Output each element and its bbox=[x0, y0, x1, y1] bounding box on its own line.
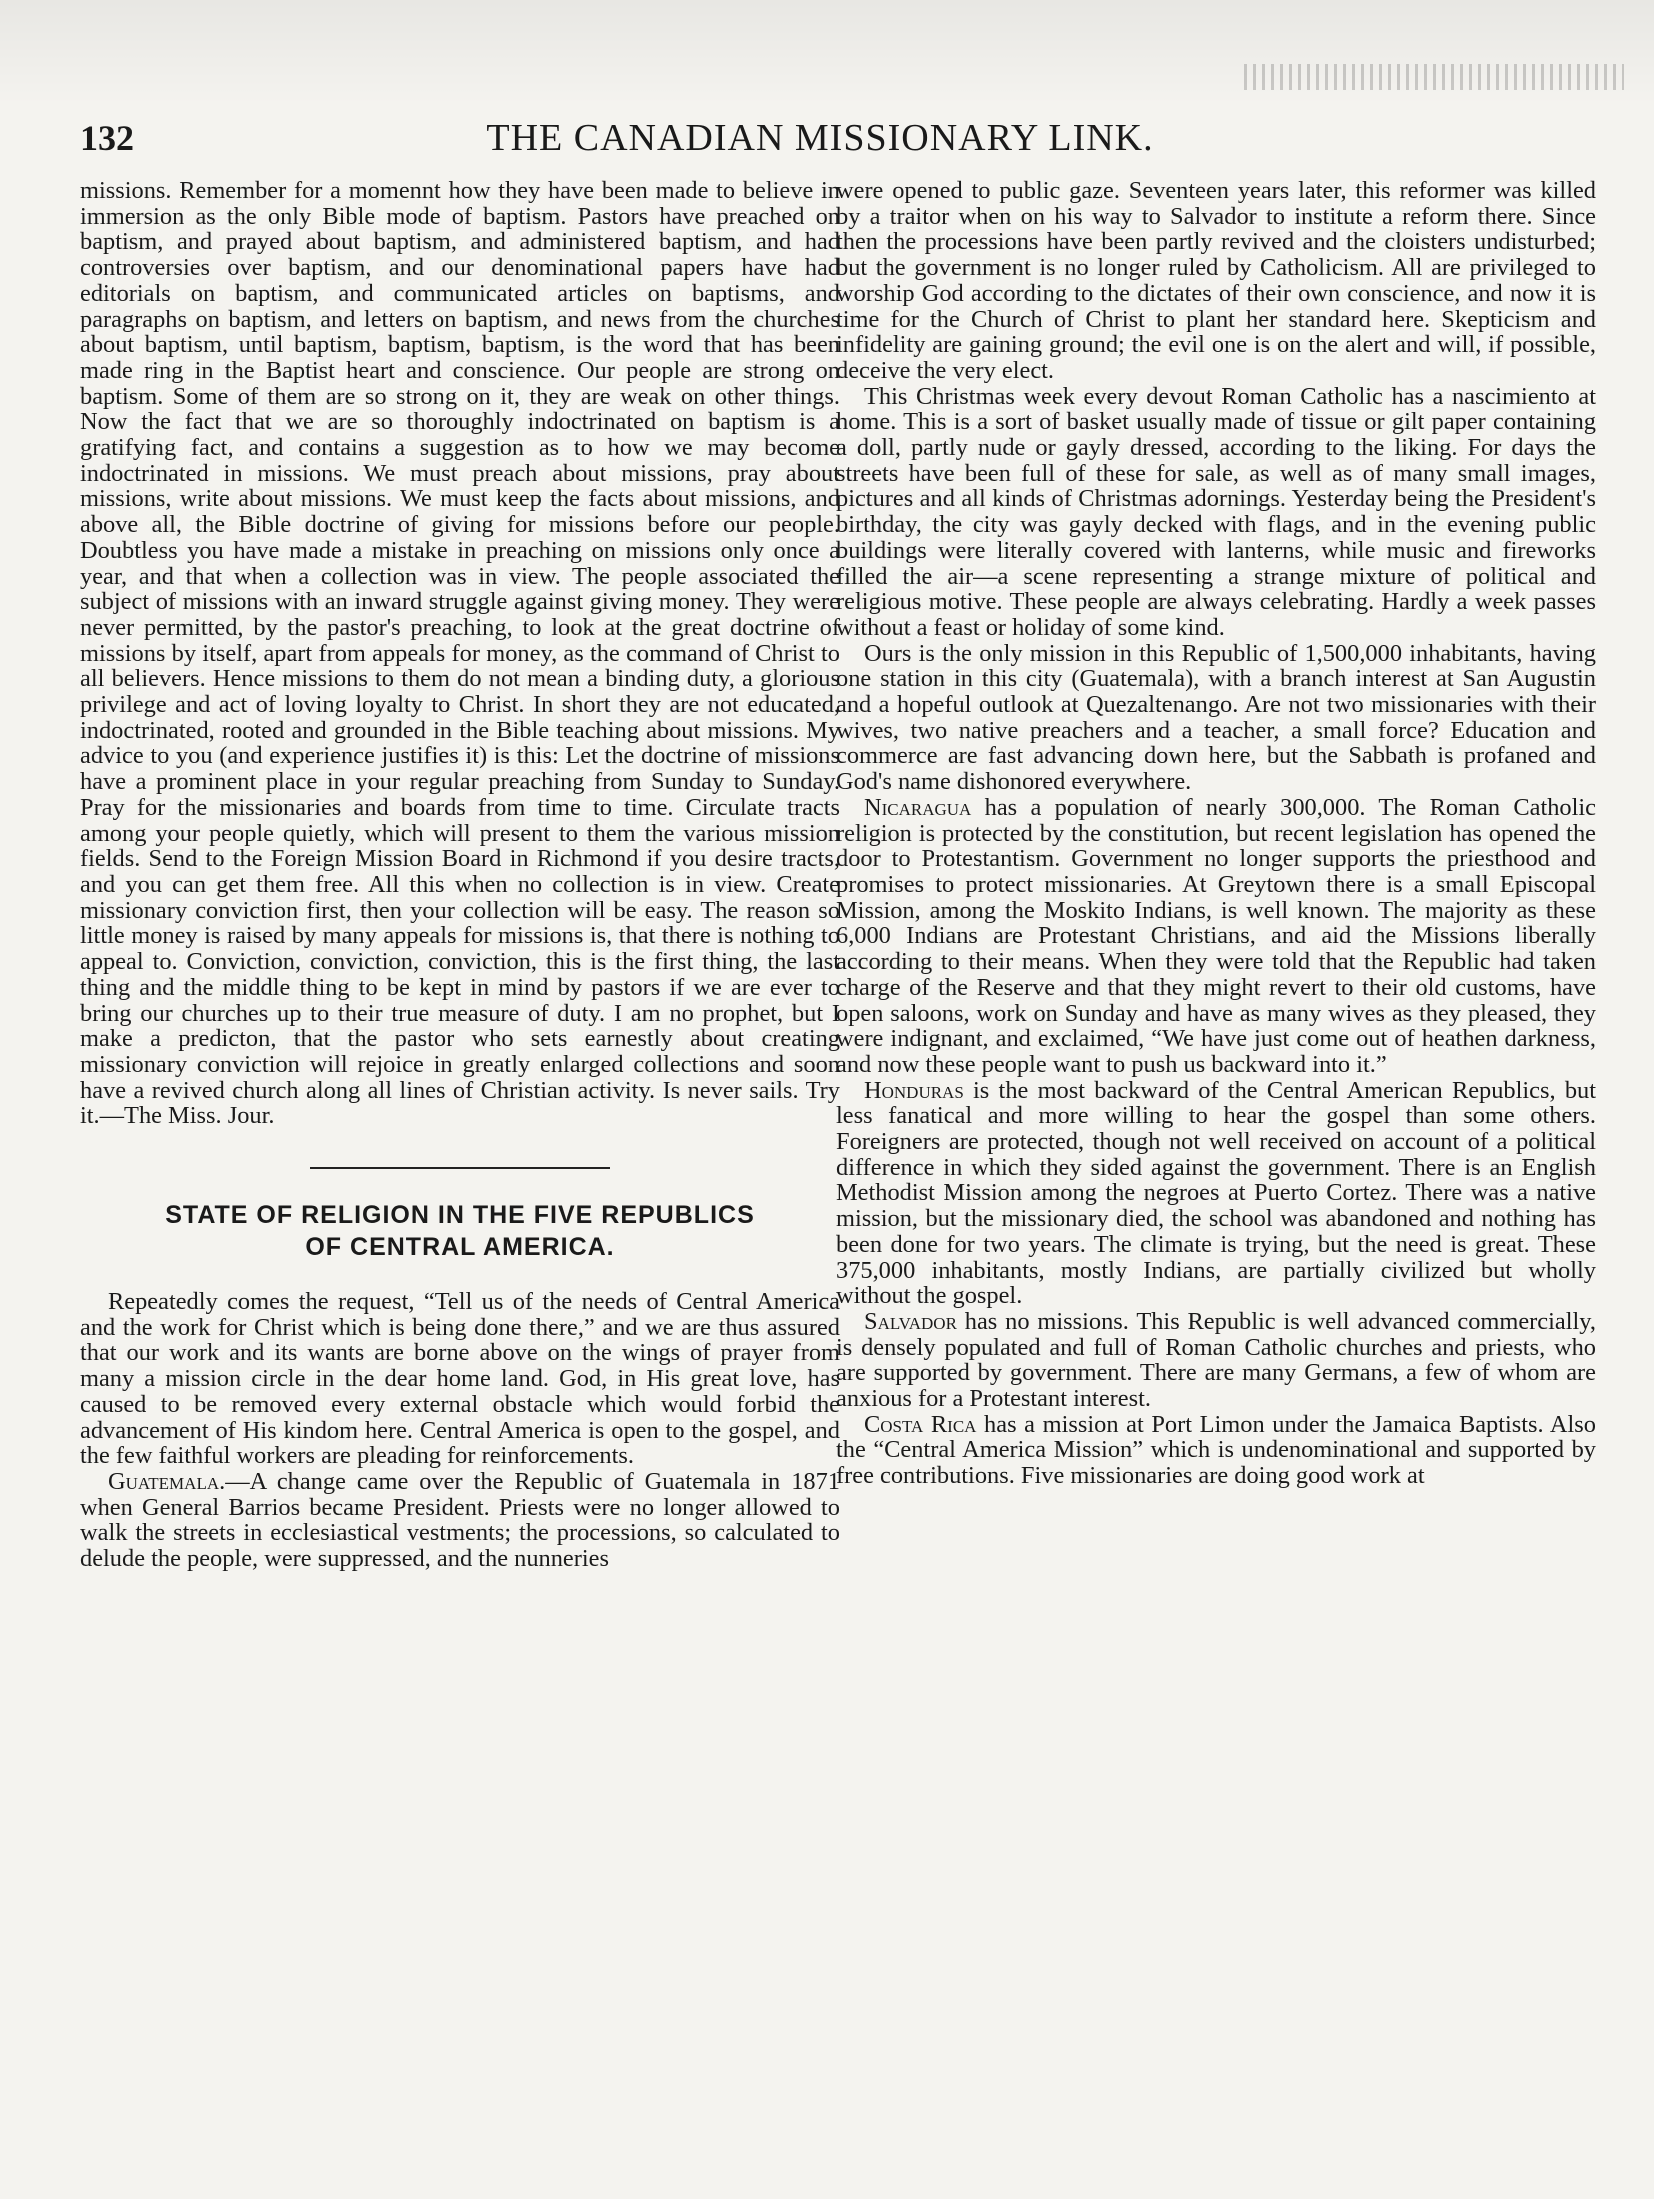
journal-title: THE CANADIAN MISSIONARY LINK. bbox=[486, 117, 1154, 159]
article-paragraph: Repeatedly comes the request, “Tell us of the needs of Central America and the work for Christ which is being done there,” and we are thus assured that our work and its wants are borne above on the wings of prayer from many a mission circle in the dear home land. God, in His great love, has caused to be removed every external obstacle which would forbid the advancement of His kindom here. Central America is open to the gospel, and the few faithful workers are pleading for reinforcements. bbox=[80, 1288, 840, 1470]
article-paragraph bbox=[836, 1078, 1596, 1309]
article-paragraph: missions. Remember for a momennt how they have been made to believe in immersion as the only Bible mode of baptism. Pastors have preached on baptism, and prayed about baptism, and administered baptism, and had controversies over baptism, and our denominational papers have had editorials on baptism, and communicated articles on baptisms, and paragraphs on baptism, and letters on baptism, and news from the churches about baptism, until baptism, baptism, baptism, is the word that has been made ring in the Baptist heart and conscience. Our people are strong on baptism. Some of them are so strong on it, they are weak on other things. Now the fact that we are so thoroughly indoctrinated on baptism is a gratifying fact, and contains a suggestion as to how we may become indoctrinated in missions. We must preach about missions, pray about missions, write about missions. We must keep the facts about missions, and above all, the Bible doctrine of giving for missions before our people. Doubtless you have made a mistake in preaching on missions only once a year, and that when a collection was in view. The people associated the subject of missions with an inward struggle against giving money. They were never permitted, by the pastor's preaching, to look at the great doctrine of missions by itself, apart from appeals for money, as the command of Christ to all believers. Hence missions to them do not mean a binding duty, a glorious privilege and act of loving loyalty to Christ. In short they are not educated, indoctrinated, rooted and grounded in the Bible teaching about missions. My advice to you (and experience justifies it) is this: Let the doctrine of missions have a prominent place in your regular preaching from Sunday to Sunday. Pray for the missionaries and boards from time to time. Circulate tracts among your people quietly, which will present to them the various mission fields. Send to the Foreign Mission Board in Richmond if you desire tracts, and you can get them free. All this when no collection is in view. Create missionary conviction first, then your collection will be easy. The reason so little money is raised by many appeals for missions is, that there is nothing to appeal to. Conviction, conviction, conviction, this is the first thing, the last thing and the middle thing to be kept in mind by pastors if we are ever to bring our churches up to their true measure of duty. I am no prophet, but I make a predicton, that the pastor who sets earnestly about creating missionary conviction will rejoice in greatly enlarged collections and soon have a revived church along all lines of Christian activity. Is never sails. Try it.—The Miss. Jour. bbox=[80, 177, 840, 1130]
section-title-line: OF CENTRAL AMERICA. bbox=[305, 1233, 615, 1262]
paragraph-body: has a population of nearly 300,000. The Roman Catholic religion is protected by the constitution, but recent legislation has opened the door to Protestantism. Government no longer supports the priesthood and promises to protect missionaries. At Greytown there is a small Episcopal Mission, among the Moskito Indians, is well known. The majority as these 6,000 Indians are Protestant Christians, and aid the Missions liberally according to their means. When they were told that the Republic had taken charge of the Reserve and that they might revert to their old customs, have open saloons, work on Sunday and have as many wives as they pleased, they were indignant, and exclaimed, “We have just come out of heathen darkness, and now these people want to push us backward into it.” bbox=[836, 793, 1596, 1078]
section-title bbox=[80, 1199, 840, 1263]
section-title-line: STATE OF RELIGION IN THE FIVE REPUBLICS bbox=[165, 1201, 755, 1230]
right-column bbox=[836, 178, 1596, 1489]
paragraph-body: has a mission at Port Limon under the Jamaica Baptists. Also the “Central America Mission” which is undenominational and supported by free contributions. Five missionaries are doing good work at bbox=[836, 1410, 1596, 1490]
country-heading: Guatemala. bbox=[108, 1467, 226, 1495]
article-paragraph bbox=[836, 1309, 1596, 1412]
article-paragraph bbox=[836, 1412, 1596, 1489]
country-heading: Nicaragua bbox=[864, 793, 972, 821]
article-paragraph: were opened to public gaze. Seventeen years later, this reformer was killed by a traitor when on his way to Salvador to institute a reform there. Since then the processions have been partly revived and the cloisters undisturbed; but the government is no longer ruled by Catholicism. All are privileged to worship God according to the dictates of their own conscience, and now it is time for the Church of Christ to plant her standard here. Skepticism and infidelity are gaining ground; the evil one is on the alert and will, if possible, deceive the very elect. bbox=[836, 177, 1596, 384]
left-column bbox=[80, 178, 840, 1572]
paragraph-body: has no missions. This Republic is well advanced commercially, is densely populated and full of Roman Catholic churches and priests, who are supported by government. There are many Germans, a few of whom are anxious for a Protestant interest. bbox=[836, 1307, 1596, 1413]
scan-noise bbox=[1244, 64, 1624, 90]
article-paragraph: Ours is the only mission in this Republic of 1,500,000 inhabitants, having one station in this city (Guatemala), with a branch interest at San Augustin and a hopeful outlook at Quezaltenango. Are not two missionaries with their wives, two native preachers and a teacher, a small force? Education and commerce are fast advancing down here, but the Sabbath is profaned and God's name dishonored everywhere. bbox=[836, 639, 1596, 796]
page-number: 132 bbox=[80, 118, 134, 158]
paragraph-body: —A change came over the Republic of Guatemala in 1871 when General Barrios became President. Priests were no longer allowed to walk the streets in ecclesiastical vestments; the processions, so calculated to delude the people, were suppressed, and the nunneries bbox=[80, 1467, 840, 1573]
page-header bbox=[80, 112, 1560, 164]
article-paragraph bbox=[836, 795, 1596, 1078]
country-heading: Salvador bbox=[864, 1307, 957, 1335]
article-paragraph: This Christmas week every devout Roman Catholic has a nascimiento at home. This is a sort of basket usually made of tissue or gilt paper containing a doll, partly nude or gayly dressed, according to the liking. For days the streets have been full of these for sale, as well as of many small images, pictures and all kinds of Christmas adornings. Yesterday being the President's birthday, the city was gayly decked with flags, and in the evening public buildings were literally covered with lanterns, while music and fireworks filled the air—a scene representing a strange mixture of political and religious motive. These people are always celebrating. Hardly a week passes without a feast or holiday of some kind. bbox=[836, 382, 1596, 641]
country-heading: Costa Rica bbox=[864, 1410, 977, 1438]
section-divider bbox=[310, 1167, 610, 1169]
article-paragraph bbox=[80, 1469, 840, 1572]
paragraph-body: is the most backward of the Central American Republics, but less fanatical and more willing to hear the gospel than some others. Foreigners are protected, though not well received on account of a political difference in which they sided against the government. There is an English Methodist Mission among the negroes at Puerto Cortez. There was a native mission, but the missionary died, the school was abandoned and nothing has been done for two years. The climate is trying, but the need is great. These 375,000 inhabitants, mostly Indians, are partially civilized but wholly without the gospel. bbox=[836, 1076, 1596, 1310]
country-heading: Honduras bbox=[864, 1076, 964, 1104]
